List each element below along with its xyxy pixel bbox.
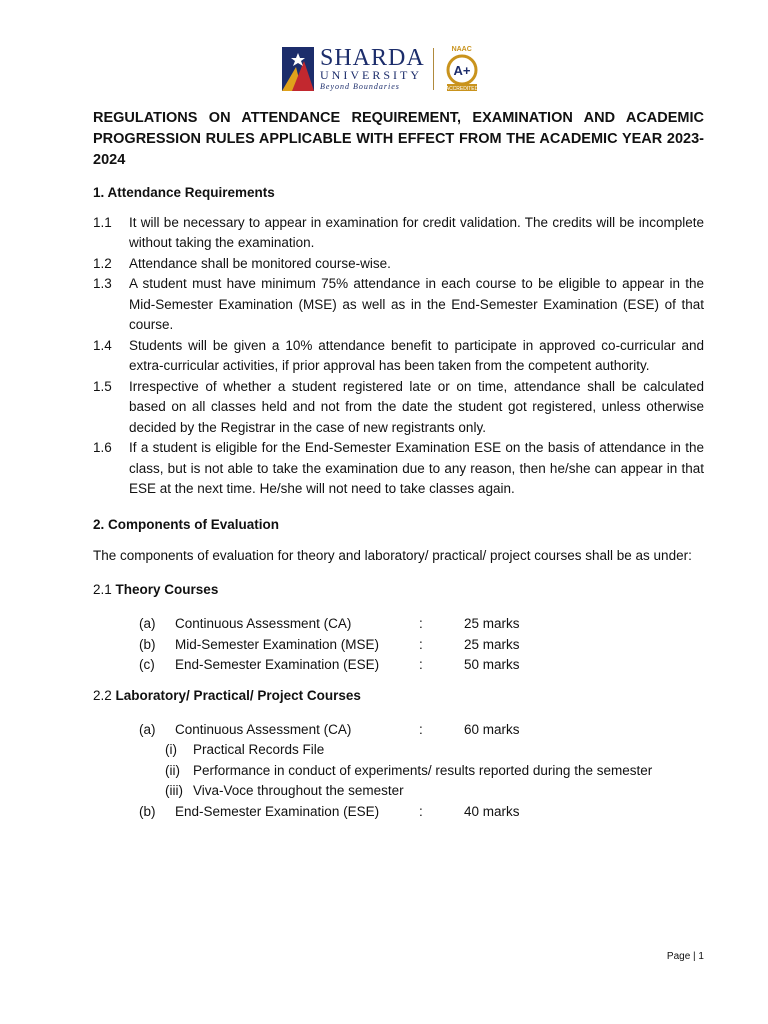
list-item [93,213,704,254]
item-number: 1.4 [93,337,112,353]
naac-badge [442,46,482,92]
naac-seal-icon [445,54,479,92]
sub-key: (i) [165,742,177,757]
row-colon: : [419,636,423,652]
item-text: A student must have minimum 75% attendance in each course to be eligible to appear in the Mid-Semester Examination (MSE) as well as in the End-Semester Examination (ESE) of that course. [129,276,704,332]
brand-tagline: Beyond Boundaries [320,81,400,91]
sub-key: (ii) [165,762,180,778]
item-number: 1.1 [93,214,112,230]
subsection-number: 2.2 [93,687,112,703]
brand-name: SHARDA [320,44,425,71]
item-text: Students will be given a 10% attendance benefit to participate in approved co-curricular and extra-curricular activities, if prior approval has been taken from the competent authority. [129,337,704,373]
item-text: It will be necessary to appear in examination for credit validation. The credits will be incomplete without taking the examination. [129,214,704,250]
table-row [93,635,704,656]
item-number: 1.6 [93,440,112,455]
list-item [93,438,704,500]
list-item [93,254,704,275]
row-key: (b) [139,803,156,819]
subsection-number: 2.1 [93,582,112,597]
item-text: If a student is eligible for the End-Semester Examination ESE on the basis of attendance in the class, but is not able to take the examination due to any reason, then he/she can appear in that ESE at the next time. He/she will not need to take classes again. [129,440,704,496]
attendance-list [93,213,704,500]
table-row [93,655,704,676]
table-row [93,720,704,741]
subsection-label: Theory Courses [115,582,219,597]
lab-components [93,720,704,823]
row-value: 50 marks [464,657,520,672]
row-name: End-Semester Examination (ESE) [175,657,380,672]
row-name: Continuous Assessment (CA) [175,616,352,631]
row-colon: : [419,803,423,819]
sub-text: Practical Records File [193,742,325,757]
sub-text: Viva-Voce throughout the semester [193,783,404,798]
subsection-heading-lab [93,686,704,707]
row-colon: : [419,657,423,672]
item-number: 1.2 [93,255,112,271]
brand-text [320,44,425,92]
subsection-label: Laboratory/ Practical/ Project Courses [115,687,361,703]
document-title: REGULATIONS ON ATTENDANCE REQUIREMENT, EXAMINATION AND ACADEMIC PROGRESSION RULES APPLICABLE WITH EFFECT FROM THE ACADEMIC YEAR 2023-2024 [93,110,704,168]
section-heading-evaluation: 2. Components of Evaluation [93,516,280,532]
row-value: 25 marks [464,616,520,631]
sub-key: (iii) [165,783,183,798]
evaluation-intro: The components of evaluation for theory and laboratory/ practical/ project courses shall be as under: [93,548,692,563]
logo-divider [433,48,434,90]
row-key: (a) [139,616,156,631]
row-value: 40 marks [464,803,520,819]
row-value: 60 marks [464,721,520,737]
naac-grade: A+ [453,63,471,78]
subsection-heading-theory [93,580,704,601]
sub-text: Performance in conduct of experiments/ results reported during the semester [193,762,653,778]
sharda-emblem-icon [282,47,314,91]
sub-item [165,781,704,802]
naac-label: NAAC [451,46,472,53]
brand-sub: UNIVERSITY [320,67,422,82]
table-row [93,614,704,635]
row-key: (c) [139,657,155,672]
row-colon: : [419,721,423,737]
list-item [93,377,704,439]
row-name: Mid-Semester Examination (MSE) [175,636,380,652]
row-value: 25 marks [464,636,520,652]
page-number: Page | 1 [666,951,704,962]
item-text: Irrespective of whether a student registered late or on time, attendance shall be calculated based on all classes held and not from the date the student got registered, unless otherwise decided by the Registrar in the case of new registrants only. [129,378,704,435]
row-name: End-Semester Examination (ESE) [175,803,380,819]
table-row [93,802,704,823]
list-item [93,274,704,336]
sub-item [165,761,704,782]
item-text: Attendance shall be monitored course-wise. [129,255,391,271]
theory-components [93,614,704,676]
item-number: 1.3 [93,276,112,291]
section-heading-attendance: 1. Attendance Requirements [93,185,275,200]
row-colon: : [419,616,423,631]
row-name: Continuous Assessment (CA) [175,721,352,737]
row-key: (a) [139,721,156,737]
row-key: (b) [139,636,156,652]
list-item [93,336,704,377]
naac-status: ACCREDITED [445,86,478,92]
item-number: 1.5 [93,378,112,394]
header-logo [282,44,482,94]
document-body [93,108,704,822]
sub-item [165,740,704,761]
